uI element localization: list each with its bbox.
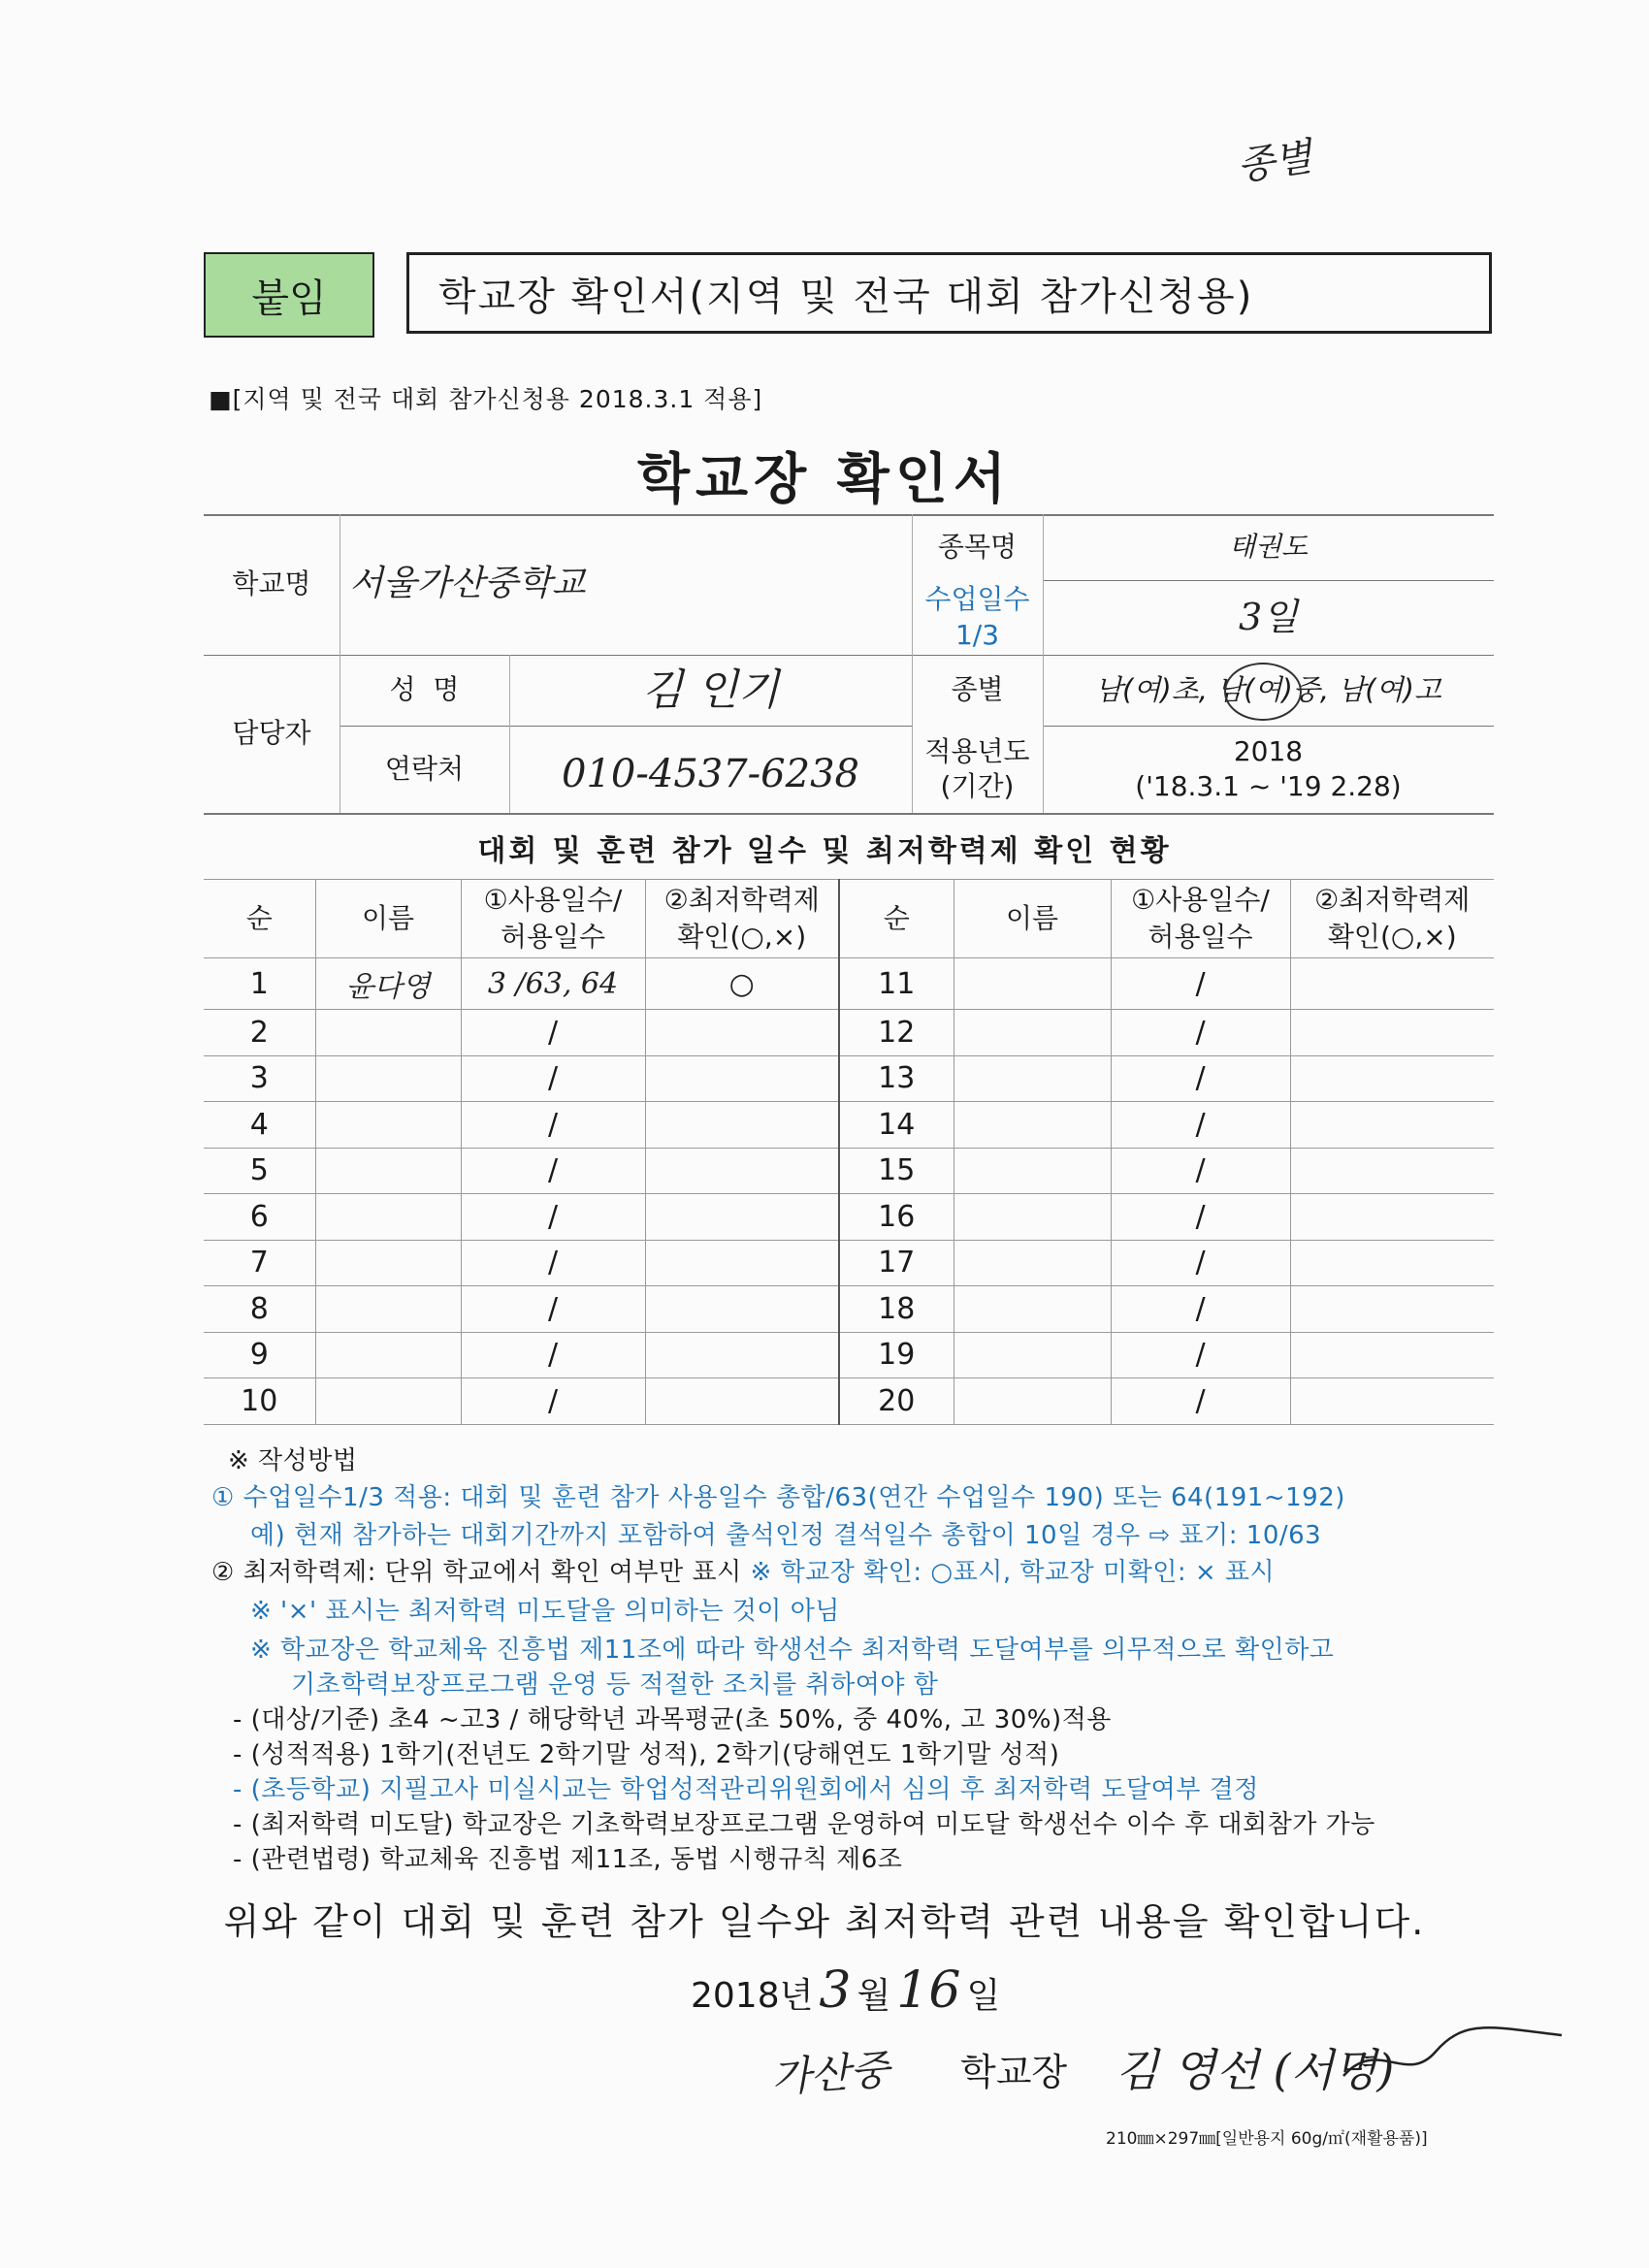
- cell-days: /: [461, 1102, 645, 1149]
- date-month-value: 3: [819, 1961, 852, 2020]
- year-value: 2018 ('18.3.1 ~ '19 2.28): [1135, 734, 1402, 802]
- instruction-line-3: [211, 1552, 1275, 1588]
- cell-days: /: [1111, 1055, 1290, 1102]
- cell-days: /: [1111, 1240, 1290, 1286]
- cell-check: [1290, 1102, 1494, 1149]
- signature-flourish: [1339, 2018, 1571, 2095]
- header-title: 학교장 확인서(지역 및 전국 대회 참가신청용): [406, 252, 1492, 334]
- name-label: 성 명: [389, 673, 460, 706]
- participant-table: [204, 879, 1494, 1425]
- cell-days: 3 /63, 64: [461, 958, 645, 1010]
- instruction-line-8: - (성적적용) 1학기(전년도 2학기말 성적), 2학기(당해연도 1학기말 성적): [233, 1740, 1060, 1769]
- date-month-label: 월: [857, 1976, 891, 2016]
- cell-check: [1290, 1378, 1494, 1425]
- category-label: 종별: [951, 673, 1004, 706]
- instruction-line-3b: ※ 학교장 확인: ○표시, 학교장 미확인: × 표시: [741, 1558, 1276, 1587]
- table-row: [204, 1010, 1494, 1056]
- cell-name: [954, 1102, 1111, 1149]
- instruction-line-9: - (초등학교) 지필고사 미실시교는 학업성적관리위원회에서 심의 후 최저학력 도달여부 결정: [233, 1775, 1259, 1804]
- cell-days: /: [461, 1010, 645, 1056]
- cell-name: [315, 1055, 461, 1102]
- date-year: 2018년: [691, 1976, 814, 2016]
- cell-days: /: [461, 1286, 645, 1333]
- cell-no: 6: [204, 1194, 315, 1241]
- cell-name: [954, 1240, 1111, 1286]
- cell-check: [645, 1194, 839, 1241]
- table-row: [204, 1148, 1494, 1194]
- school-value: 서울가산중학교: [349, 564, 586, 604]
- contact-label: 연락처: [384, 752, 465, 785]
- cell-check: [645, 1378, 839, 1425]
- cell-days: /: [461, 1332, 645, 1378]
- cell-no: 4: [204, 1102, 315, 1149]
- paper-spec-note: 210㎜×297㎜[일반용지 60g/㎡(재활용품)]: [1106, 2129, 1428, 2149]
- cell-no: 10: [204, 1378, 315, 1425]
- cell-no: 15: [839, 1148, 954, 1194]
- principal-label: 학교장: [960, 2051, 1068, 2093]
- cell-days: /: [461, 1240, 645, 1286]
- cell-days: /: [461, 1378, 645, 1425]
- cell-name: [954, 1194, 1111, 1241]
- instructions-heading: ※ 작성방법: [228, 1446, 358, 1475]
- instruction-line-3a: ② 최저학력제: 단위 학교에서 확인 여부만 표시: [211, 1558, 742, 1587]
- cell-no: 7: [204, 1240, 315, 1286]
- col-header-name: 이름: [954, 880, 1111, 958]
- cell-no: 3: [204, 1055, 315, 1102]
- cell-check: [645, 1055, 839, 1102]
- principal-signature: 김 영선 (서명): [1116, 2044, 1395, 2096]
- cell-name: [954, 958, 1111, 1010]
- cell-check: [645, 1102, 839, 1149]
- table-row: [204, 1286, 1494, 1333]
- cell-name: [315, 1286, 461, 1333]
- cell-name: [315, 1194, 461, 1241]
- col-header-check: ②최저학력제 확인(○,×): [645, 880, 839, 958]
- manager-label: 담당자: [232, 717, 311, 750]
- cell-name: [315, 1378, 461, 1425]
- cell-check: [1290, 1240, 1494, 1286]
- cell-no: 17: [839, 1240, 954, 1286]
- cell-name: [954, 1378, 1111, 1425]
- handwritten-school-name: 가산중: [769, 2045, 891, 2102]
- manager-name-value: 김 인기: [641, 664, 780, 715]
- cell-no: 18: [839, 1286, 954, 1333]
- cell-check: [1290, 1055, 1494, 1102]
- cell-days: /: [1111, 958, 1290, 1010]
- cell-check: [1290, 1194, 1494, 1241]
- table-row: [204, 1240, 1494, 1286]
- cell-days: /: [461, 1055, 645, 1102]
- cell-check: [1290, 1010, 1494, 1056]
- table-row: [204, 1332, 1494, 1378]
- col-header-name: 이름: [315, 880, 461, 958]
- cell-check: [645, 1286, 839, 1333]
- table-header-row: [204, 880, 1494, 958]
- instruction-line-1: ① 수업일수1/3 적용: 대회 및 훈련 참가 사용일수 총합/63(연간 수업일수 190) 또는 64(191~192): [211, 1483, 1345, 1512]
- cell-days: /: [1111, 1286, 1290, 1333]
- col-header-check: ②최저학력제 확인(○,×): [1290, 880, 1494, 958]
- applicability-note: ■[지역 및 전국 대회 참가신청용 2018.3.1 적용]: [209, 385, 763, 413]
- date-day-value: 16: [896, 1961, 961, 2020]
- cell-no: 2: [204, 1010, 315, 1056]
- cell-days: /: [461, 1148, 645, 1194]
- cell-no: 14: [839, 1102, 954, 1149]
- cell-name: [315, 1010, 461, 1056]
- table-row: [204, 1055, 1494, 1102]
- table-row: [204, 958, 1494, 1010]
- cell-no: 16: [839, 1194, 954, 1241]
- cell-name: [954, 1286, 1111, 1333]
- cell-no: 9: [204, 1332, 315, 1378]
- cell-days: /: [1111, 1332, 1290, 1378]
- cell-name: [954, 1010, 1111, 1056]
- cell-days: /: [1111, 1378, 1290, 1425]
- cell-no: 12: [839, 1010, 954, 1056]
- instruction-line-2: 예) 현재 참가하는 대회기간까지 포함하여 출석인정 결석일수 총합이 10일 경우 ⇨ 표기: 10/63: [250, 1521, 1322, 1550]
- instruction-line-7: - (대상/기준) 초4 ~고3 / 해당학년 과목평균(초 50%, 중 40%, 고 30%)적용: [233, 1705, 1112, 1734]
- cell-check: ○: [645, 958, 839, 1010]
- date-day-label: 일: [966, 1976, 1001, 2016]
- instruction-line-6: 기초학력보장프로그램 운영 등 적절한 조치를 취하여야 함: [291, 1670, 939, 1700]
- cell-check: [1290, 958, 1494, 1010]
- cell-check: [645, 1148, 839, 1194]
- school-label: 학교명: [232, 567, 311, 600]
- cell-name: [315, 1148, 461, 1194]
- event-label: 종목명: [937, 530, 1018, 563]
- class-days-value: 3일: [1239, 595, 1298, 638]
- cell-name: [315, 1240, 461, 1286]
- year-label: 적용년도 (기간): [924, 734, 1030, 802]
- cell-name: [315, 1332, 461, 1378]
- cell-check: [645, 1010, 839, 1056]
- section-title: 대회 및 훈련 참가 일수 및 최저학력제 확인 현황: [477, 834, 1172, 868]
- instruction-line-10: - (최저학력 미도달) 학교장은 기초학력보장프로그램 운영하여 미도달 학생선수 이수 후 대회참가 가능: [233, 1810, 1375, 1839]
- cell-name: [954, 1148, 1111, 1194]
- cell-check: [1290, 1286, 1494, 1333]
- instruction-line-5: ※ 학교장은 학교체육 진흥법 제11조에 따라 학생선수 최저학력 도달여부를 의무적으로 확인하고: [250, 1636, 1335, 1665]
- class-days-label: 수업일수 1/3: [924, 583, 1030, 651]
- col-header-days: ①사용일수/ 허용일수: [461, 880, 645, 958]
- cell-check: [1290, 1148, 1494, 1194]
- event-value: 태권도: [1228, 530, 1309, 563]
- cell-check: [645, 1240, 839, 1286]
- page-title: 학교장 확인서: [636, 448, 1013, 511]
- cell-name: 윤다영: [315, 958, 461, 1010]
- col-header-no: 순: [839, 880, 954, 958]
- cell-no: 19: [839, 1332, 954, 1378]
- cell-check: [645, 1332, 839, 1378]
- table-row: [204, 1102, 1494, 1149]
- table-row: [204, 1378, 1494, 1425]
- col-header-no: 순: [204, 880, 315, 958]
- cell-no: 1: [204, 958, 315, 1010]
- cell-name: [315, 1102, 461, 1149]
- instruction-line-4: ※ '×' 표시는 최저학력 미도달을 의미하는 것이 아님: [250, 1597, 840, 1626]
- cell-no: 8: [204, 1286, 315, 1333]
- category-value: 남(여)초, 남(여)중, 남(여)고: [1095, 672, 1441, 706]
- col-header-days: ①사용일수/ 허용일수: [1111, 880, 1290, 958]
- cell-days: /: [1111, 1194, 1290, 1241]
- cell-name: [954, 1055, 1111, 1102]
- signing-date: [691, 1961, 1000, 2020]
- handwritten-top-note: 종별: [1234, 134, 1315, 190]
- cell-no: 20: [839, 1378, 954, 1425]
- cell-days: /: [1111, 1148, 1290, 1194]
- cell-days: /: [1111, 1102, 1290, 1149]
- instruction-line-11: - (관련법령) 학교체육 진흥법 제11조, 동법 시행규칙 제6조: [233, 1845, 903, 1874]
- cell-check: [1290, 1332, 1494, 1378]
- cell-no: 11: [839, 958, 954, 1010]
- confirmation-text: 위와 같이 대회 및 훈련 참가 일수와 최저학력 관련 내용을 확인합니다.: [223, 1900, 1426, 1943]
- cell-no: 5: [204, 1148, 315, 1194]
- cell-name: [954, 1332, 1111, 1378]
- cell-days: /: [461, 1194, 645, 1241]
- attachment-tag: 붙임: [204, 252, 374, 338]
- category-circle-mark: [1224, 663, 1302, 721]
- table-row: [204, 1194, 1494, 1241]
- contact-value: 010-4537-6238: [562, 751, 859, 796]
- cell-no: 13: [839, 1055, 954, 1102]
- cell-days: /: [1111, 1010, 1290, 1056]
